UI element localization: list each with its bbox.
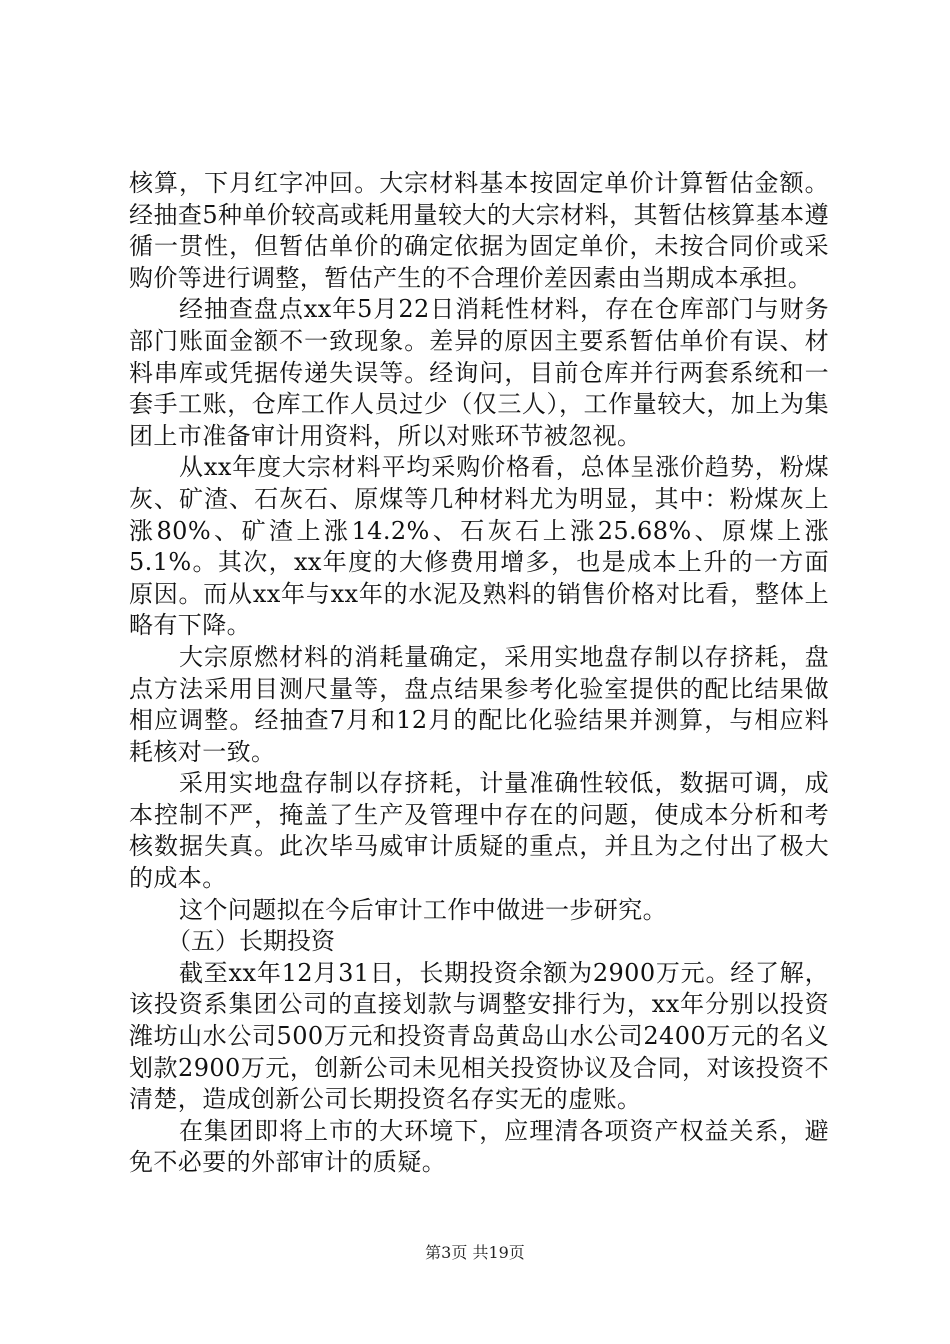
paragraph-8: 在集团即将上市的大环境下，应理清各项资产权益关系，避免不必要的外部审计的质疑。 (129, 1116, 829, 1177)
document-body (129, 168, 829, 1179)
paragraph-7: 截至xx年12月31日，长期投资余额为2900万元。经了解，该投资系集团公司的直接划款与调整安排行为，xx年分别以投资潍坊山水公司500万元和投资青岛黄岛山水公司2400万元的名义划款2900万元，创新公司未见相关投资协议及合同，对该投资不清楚，造成创新公司长期投资名存实无的虚账。 (129, 958, 829, 1114)
paragraph-4: 大宗原燃材料的消耗量确定，采用实地盘存制以存挤耗，盘点方法采用目测尺量等，盘点结果参考化验室提供的配比结果做相应调整。经抽查7月和12月的配比化验结果并测算，与相应料耗核对一致。 (129, 642, 829, 766)
page-footer: 第3页 共19页 (425, 1243, 525, 1262)
section-heading: （五）长期投资 (167, 927, 335, 956)
paragraph-3: 从xx年度大宗材料平均采购价格看，总体呈涨价趋势，粉煤灰、矿渣、石灰石、原煤等几种材料尤为明显，其中：粉煤灰上涨80%、矿渣上涨14.2%、石灰石上涨25.68%、原煤上涨5.1%。其次，xx年度的大修费用增多，也是成本上升的一方面原因。而从xx年与xx年的水泥及熟料的销售价格对比看，整体上略有下降。 (129, 453, 829, 640)
paragraph-1: 核算，下月红字冲回。大宗材料基本按固定单价计算暂估金额。经抽查5种单价较高或耗用量较大的大宗材料，其暂估核算基本遵循一贯性，但暂估单价的确定依据为固定单价，未按合同价或采购价等进行调整，暂估产生的不合理价差因素由当期成本承担。 (129, 169, 829, 292)
paragraph-6: 这个问题拟在今后审计工作中做进一步研究。 (179, 895, 667, 924)
paragraph-5: 采用实地盘存制以存挤耗，计量准确性较低，数据可调，成本控制不严，掩盖了生产及管理中存在的问题，使成本分析和考核数据失真。此次毕马威审计质疑的重点，并且为之付出了极大的成本。 (129, 769, 829, 893)
paragraph-2: 经抽查盘点xx年5月22日消耗性材料，存在仓库部门与财务部门账面金额不一致现象。差异的原因主要系暂估单价有误、材料串库或凭据传递失误等。经询问，目前仓库并行两套系统和一套手工账，仓库工作人员过少（仅三人），工作量较大，加上为集团上市准备审计用资料，所以对账环节被忽视。 (129, 295, 829, 450)
